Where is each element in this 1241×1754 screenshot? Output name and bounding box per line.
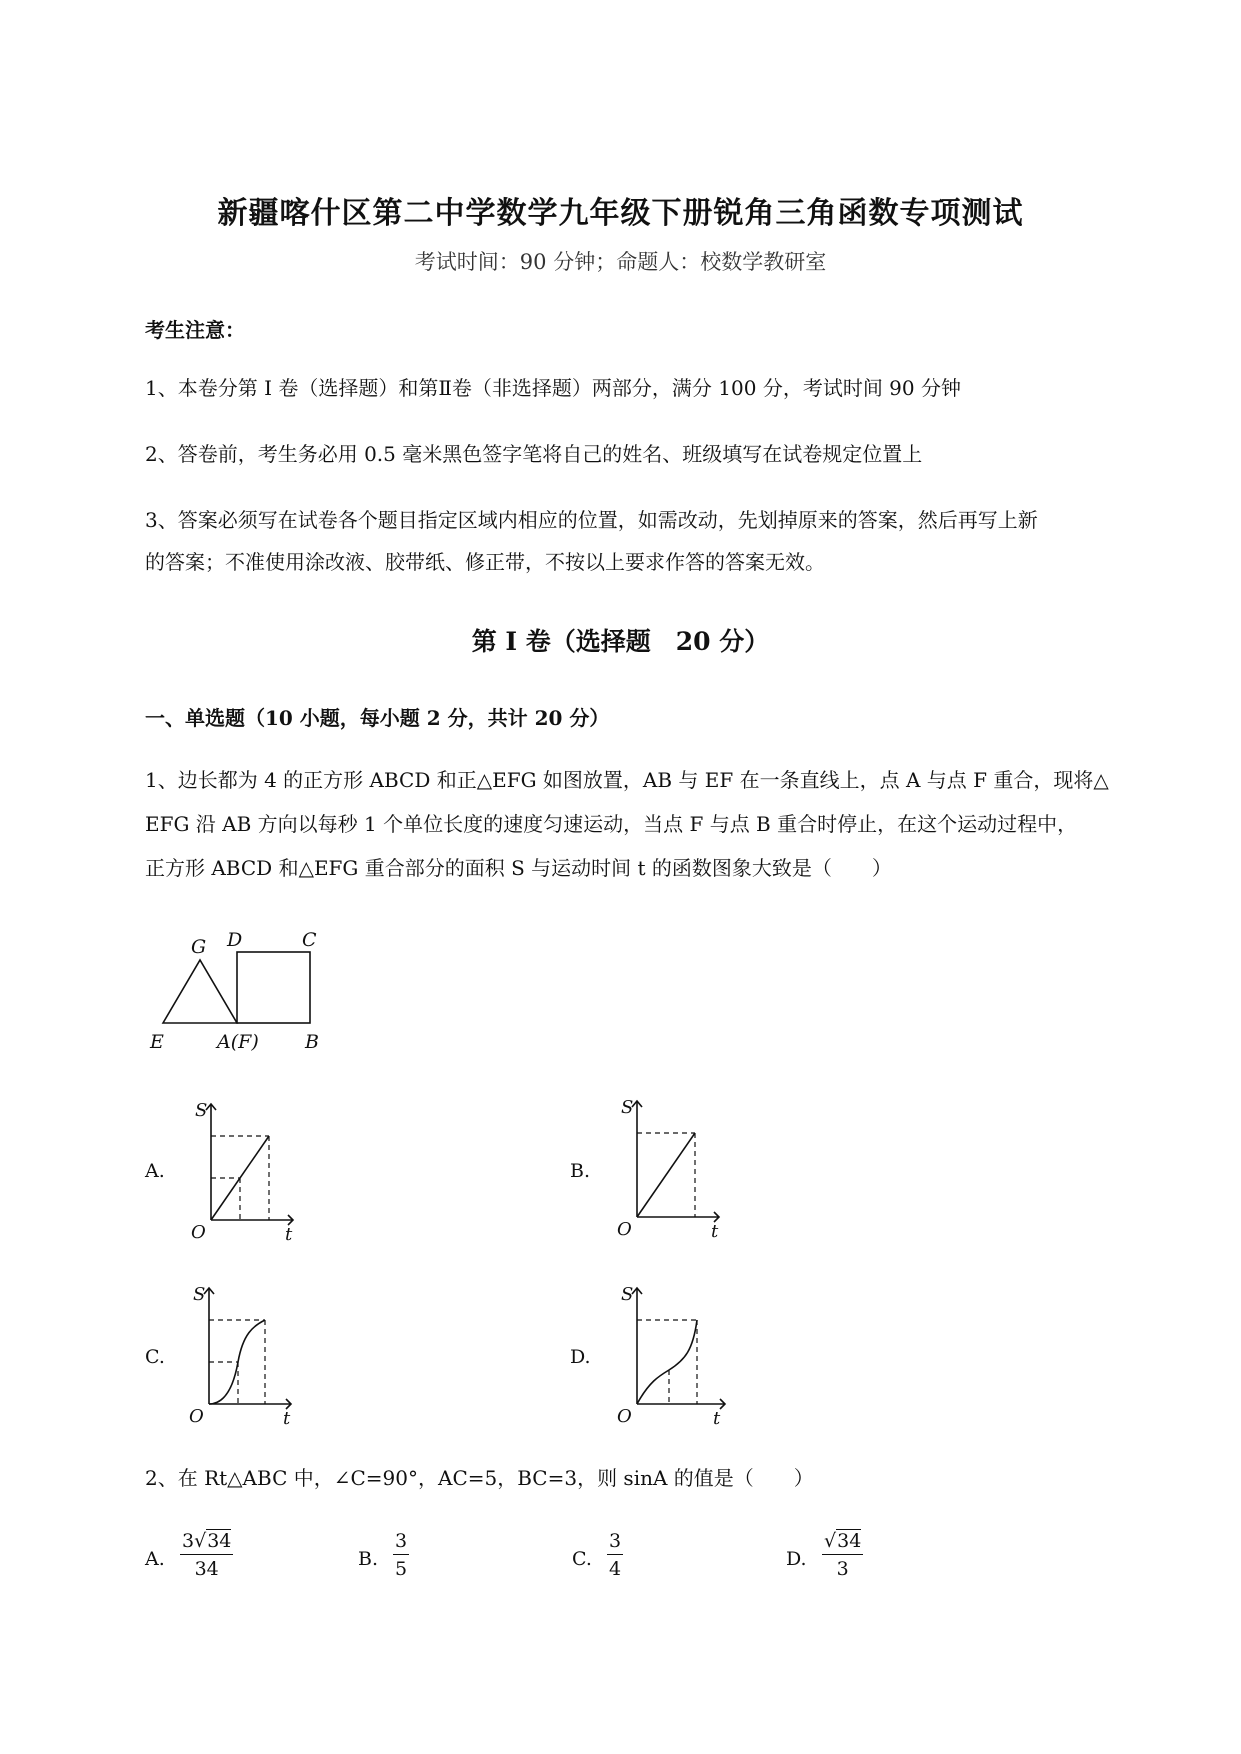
label-d: D [227, 929, 243, 951]
q1-line-3: 正方形 ABCD 和△EFG 重合部分的面积 S 与运动时间 t 的函数图象大致是（ ） [145, 856, 892, 880]
axis-t-label: t [285, 1224, 293, 1245]
exam-info: 考试时间：90 分钟；命题人：校数学教研室 [414, 250, 827, 274]
q2-c-den: 4 [609, 1558, 622, 1580]
axis-s-label: S [193, 1284, 206, 1305]
q2-option-b-label[interactable]: B. [358, 1548, 379, 1570]
axis-s-label: S [621, 1284, 634, 1305]
q2-b-den: 5 [395, 1558, 408, 1580]
axis-s-label: S [621, 1097, 634, 1118]
axis-origin-label: O [191, 1222, 206, 1243]
q1-option-c-graph[interactable] [183, 1282, 303, 1432]
q1-option-c-label[interactable]: C. [145, 1346, 165, 1368]
triangle-efg [163, 960, 237, 1023]
q2-c-num: 3 [607, 1530, 623, 1555]
q1-option-b-graph[interactable] [607, 1095, 727, 1245]
q2-d-root: 34 [837, 1530, 862, 1552]
section-title: 第 I 卷（选择题 20 分） [471, 627, 770, 656]
notice-item-2: 2、答卷前，考生务必用 0.5 毫米黑色签字笔将自己的姓名、班级填写在试卷规定位置上 [145, 442, 923, 466]
q1-line-2: EFG 沿 AB 方向以每秒 1 个单位长度的速度匀速运动，当点 F 与点 B 重合时停止，在这个运动过程中， [145, 812, 1078, 836]
notice-heading: 考生注意： [145, 318, 245, 342]
label-c: C [302, 929, 317, 951]
page-title: 新疆喀什区第二中学数学九年级下册锐角三角函数专项测试 [217, 196, 1024, 231]
q1-line-1: 1、边长都为 4 的正方形 ABCD 和正△EFG 如图放置，AB 与 EF 在一条直线上，点 A 与点 F 重合，现将△ [145, 768, 1109, 792]
label-af: A(F) [217, 1031, 259, 1053]
q2-option-a-fraction[interactable]: $\frac{3√34}{34}$ [182, 1530, 232, 1580]
q2-option-d-fraction[interactable]: $\frac{√34}{3}$ [824, 1530, 862, 1580]
q1-option-a-label[interactable]: A. [145, 1160, 165, 1182]
notice-item-1: 1、本卷分第 I 卷（选择题）和第Ⅱ卷（非选择题）两部分，满分 100 分，考试时间 90 分钟 [145, 376, 961, 400]
square-abcd [237, 952, 310, 1023]
q1-option-b-label[interactable]: B. [570, 1160, 591, 1182]
q2-d-den: 3 [836, 1558, 849, 1580]
q2-a-root: 34 [207, 1530, 232, 1552]
q1-option-a-graph[interactable] [185, 1098, 305, 1248]
label-g: G [191, 936, 207, 958]
axis-t-label: t [283, 1408, 291, 1429]
axis-t-label: t [711, 1221, 719, 1242]
axis-origin-label: O [617, 1219, 632, 1240]
label-b: B [305, 1031, 319, 1053]
q2-option-b-fraction[interactable] [393, 1530, 409, 1580]
q2-option-c-fraction[interactable] [607, 1530, 623, 1580]
part-heading: 一、单选题（10 小题，每小题 2 分，共计 20 分） [145, 706, 610, 730]
axis-origin-label: O [189, 1406, 204, 1427]
q2-a-den: 34 [194, 1558, 219, 1580]
q1-figure [145, 918, 345, 1058]
q2-b-num: 3 [393, 1530, 409, 1555]
label-e: E [150, 1031, 164, 1053]
q2-a-coef: 3 [182, 1530, 195, 1552]
axis-t-label: t [713, 1408, 721, 1429]
notice-item-3: 3、答案必须写在试卷各个题目指定区域内相应的位置，如需改动，先划掉原来的答案，然后再写上新 [145, 508, 1038, 532]
q1-option-d-label[interactable]: D. [570, 1346, 591, 1368]
q2-option-c-label[interactable]: C. [572, 1548, 592, 1570]
axis-origin-label: O [617, 1406, 632, 1427]
axis-s-label: S [195, 1100, 208, 1121]
q2-stem: 2、在 Rt△ABC 中，∠C=90°，AC=5，BC=3，则 sinA 的值是（ ） [145, 1466, 814, 1490]
q1-option-d-graph[interactable] [607, 1282, 737, 1432]
q2-option-d-label[interactable]: D. [786, 1548, 807, 1570]
notice-item-3-cont: 的答案；不准使用涂改液、胶带纸、修正带，不按以上要求作答的答案无效。 [145, 550, 825, 574]
q2-option-a-label[interactable]: A. [145, 1548, 165, 1570]
